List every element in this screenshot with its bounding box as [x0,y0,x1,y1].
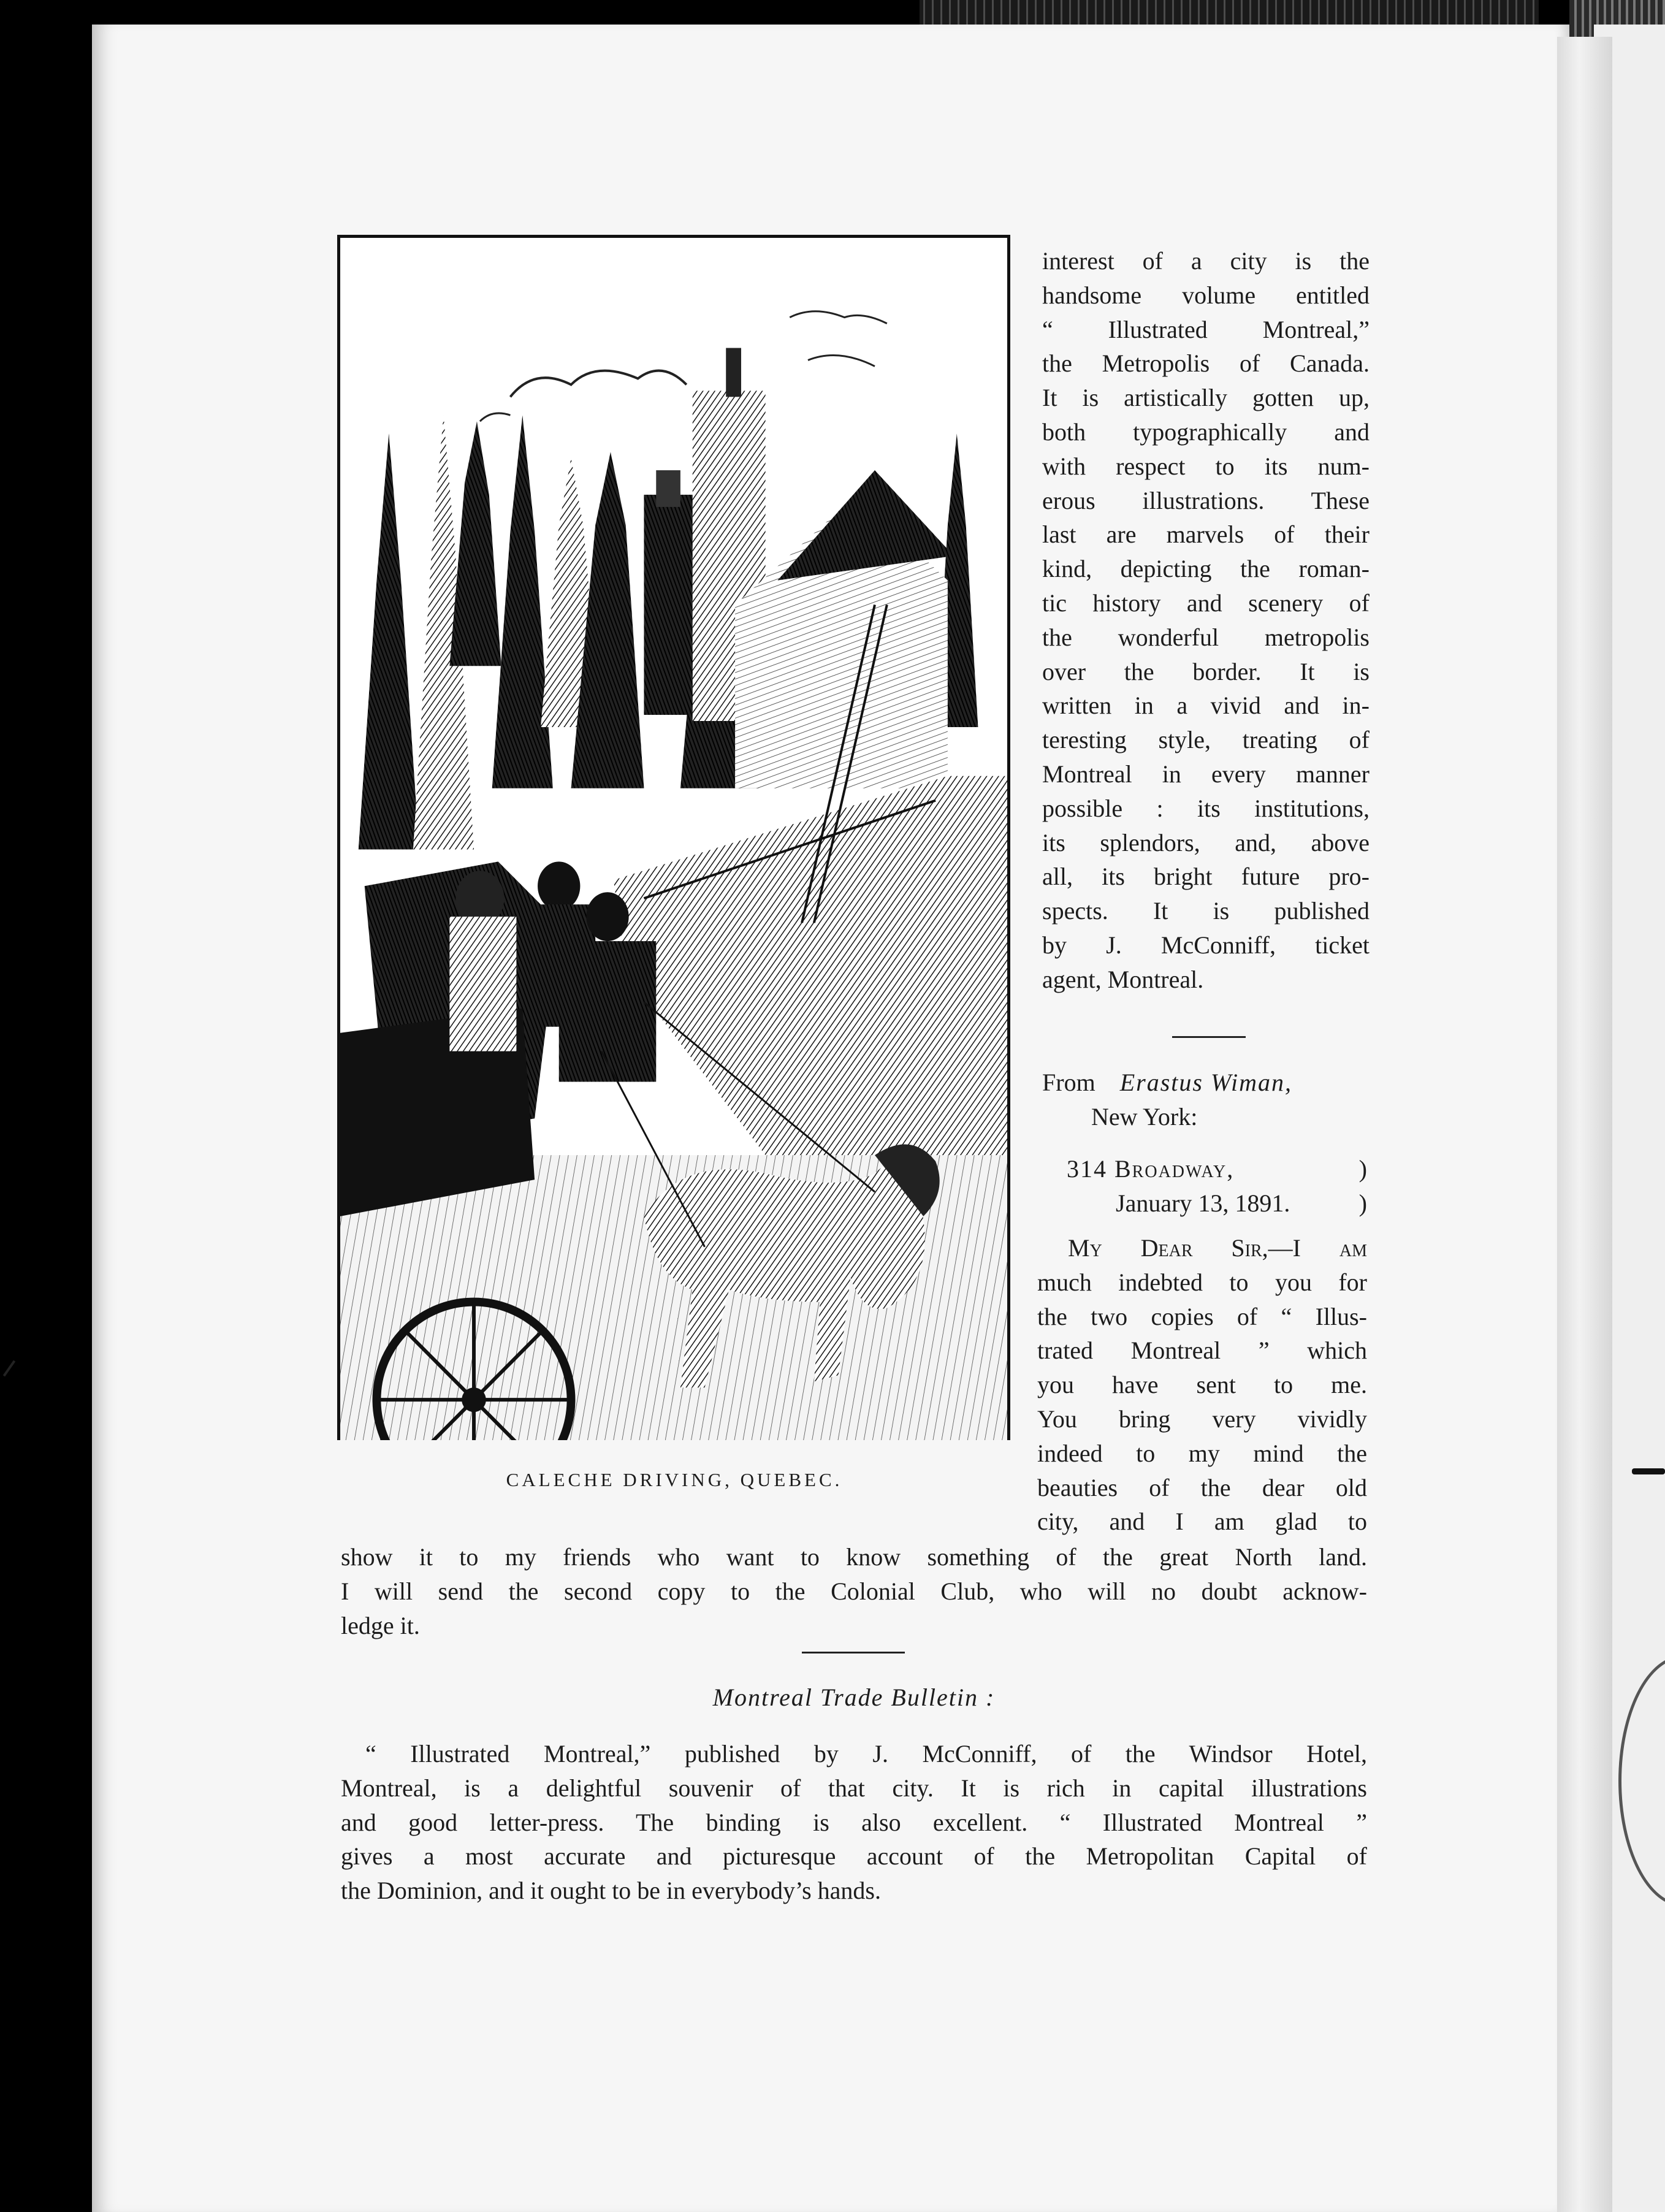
column-line: kind, depicting the roman- [1042,555,1370,583]
column-line: the Metropolis of Canada. [1042,349,1370,378]
bulletin-body [341,1737,1367,1908]
from-city: New York: [1091,1102,1198,1131]
letter-address [1067,1152,1373,1221]
address-street: 314 Broadway, [1067,1155,1235,1183]
from-prefix: From [1042,1069,1095,1096]
page-edge [1557,37,1612,2212]
bulletin-line: the Dominion, and it ought to be in everybody’s hands. [341,1877,881,1905]
margin-mark [3,1360,15,1377]
from-line [1042,1066,1373,1100]
column-line: both typographically and [1042,418,1370,446]
column-line: possible : its institutions, [1042,794,1370,822]
from-name: Erastus Wiman, [1119,1069,1293,1096]
review-column [1042,244,1370,997]
bulletin-line: Montreal, is a delightful souvenir of that city. It is rich in capital illustrations [341,1774,1367,1802]
section-divider [1172,1036,1246,1038]
bulletin-title: Montreal Trade Bulletin : [712,1684,996,1711]
letter-continuation [341,1540,1367,1642]
letter-wide-line: show it to my friends who want to know something of the great North land. [341,1543,1367,1571]
letter-line: trated Montreal ” which [1037,1337,1367,1365]
column-line: tic history and scenery of [1042,589,1370,617]
column-line: the wonderful metropolis [1042,623,1370,651]
bulletin-line: gives a most accurate and picturesque account of the Metropolitan Capital of [341,1842,1367,1871]
column-line: erous illustrations. These [1042,486,1370,514]
bulletin-line: and good letter-press. The binding is also excellent. “ Illustrated Montreal ” [341,1808,1367,1836]
bulletin-line: “ Illustrated Montreal,” published by J. McConniff, of the Windsor Hotel, [365,1740,1367,1768]
column-line: Montreal in every manner [1042,760,1370,788]
column-line: “ Illustrated Montreal,” [1042,315,1370,343]
column-line: with respect to its num- [1042,452,1370,480]
section-divider [802,1652,905,1653]
letter-wide-line: I will send the second copy to the Colonial Club, who will no doubt acknow- [341,1577,1367,1605]
column-line: It is artistically gotten up, [1042,384,1370,412]
column-line: written in a vivid and in- [1042,692,1370,720]
letter-line: My Dear Sir,—I am [1068,1234,1367,1262]
column-line: spects. It is published [1042,897,1370,925]
letter-line: indeed to my mind the [1037,1439,1367,1467]
facing-page-mark [1632,1468,1665,1474]
from-heading [1042,1066,1373,1134]
letter-body [1037,1231,1367,1539]
illustration-caption: CALECHE DRIVING, QUEBEC. [506,1469,843,1490]
letter-line: beauties of the dear old [1037,1473,1367,1501]
engraving-caleche-driving [337,235,1010,1440]
address-date-line: January 13, 1891. ) [1116,1189,1367,1217]
address-date: January 13, 1891. [1116,1189,1290,1217]
column-line: interest of a city is the [1042,247,1370,275]
column-line: agent, Montreal. [1042,965,1204,993]
letter-line: city, and I am glad to [1037,1508,1367,1536]
letter-line: you have sent to me. [1037,1371,1367,1399]
letter-wide-line: ledge it. [341,1611,420,1639]
address-line: 314 Broadway, ) [1067,1155,1367,1183]
column-line: handsome volume entitled [1042,281,1370,309]
column-line: its splendors, and, above [1042,828,1370,856]
letter-line: the two copies of “ Illus- [1037,1302,1367,1330]
column-line: teresting style, treating of [1042,726,1370,754]
column-line: last are marvels of their [1042,521,1370,549]
letter-line: much indebted to you for [1037,1268,1367,1296]
column-line: all, its bright future pro- [1042,863,1370,891]
column-line: by J. McConniff, ticket [1042,931,1370,959]
column-line: over the border. It is [1042,657,1370,685]
engraving-picture [340,238,1007,1440]
letter-line: You bring very vividly [1037,1405,1367,1433]
scan-border-top [920,0,1539,25]
